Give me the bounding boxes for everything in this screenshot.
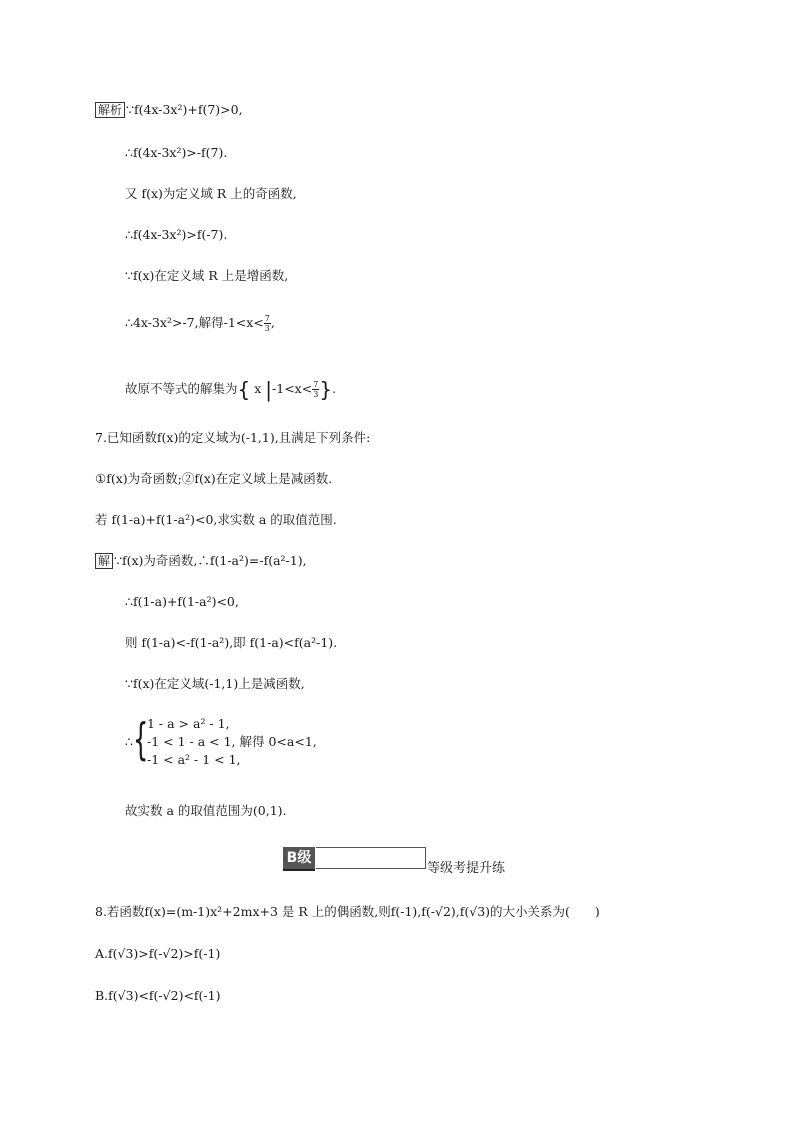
solution7-line3: 则 f(1-a)<-f(1-a²),即 f(1-a)<f(a²-1). (125, 635, 338, 650)
solution6-line6: ∴4x-3x²>-7,解得-1<x< $\frac{7}{3}$ , (125, 314, 275, 333)
section-box (316, 847, 426, 869)
problem8-option-b: B.f(√3)<f(-√2)<f(-1) (95, 988, 221, 1003)
solution7-line5: 故实数 a 的取值范围为(0,1). (125, 803, 287, 818)
case-row-1: 1 - a > a² - 1, (147, 716, 230, 731)
problem7-stem3: 若 f(1-a)+f(1-a²)<0,求实数 a 的取值范围. (95, 512, 337, 527)
problem8-stem: 8.若函数f(x)=(m-1)x²+2mx+3 是 R 上的偶函数,则f(-1),f(-√2),f(√3)的大小关系为( ) (95, 904, 600, 919)
solution6-line1: 解析 ∵f(4x-3x²)+f(7)>0, (95, 102, 243, 118)
section-label: 等级考提升练 (427, 861, 506, 876)
problem8-option-a: A.f(√3)>f(-√2)>f(-1) (95, 946, 221, 961)
left-brace: { (133, 714, 149, 765)
solution-tag: 解析 (95, 102, 125, 118)
fraction-7-3-set: $\frac{7}{3}$ (313, 380, 319, 399)
fraction-7-3: $\frac{7}{3}$ (264, 314, 270, 333)
solution6-line3: 又 f(x)为定义域 R 上的奇函数, (125, 186, 297, 201)
solution7-line4: ∵f(x)在定义域(-1,1)上是减函数, (125, 676, 305, 691)
solution6-line5: ∵f(x)在定义域 R 上是增函数, (125, 268, 289, 283)
solution7-line1: 解 ∵f(x)为奇函数,∴f(1-a²)=-f(a²-1), (95, 553, 307, 569)
problem7-stem1: 7.已知函数f(x)的定义域为(-1,1),且满足下列条件: (95, 430, 371, 445)
problem7-stem2: ①f(x)为奇函数;②f(x)在定义域上是减函数. (95, 471, 333, 486)
case-row-3: -1 < a² - 1 < 1, (147, 752, 241, 767)
solution6-line7: 故原不等式的解集为{ x |-1<x< $\frac{7}{3}$ }. (125, 377, 337, 402)
solution6-line2: ∴f(4x-3x²)>-f(7). (125, 145, 228, 160)
solution-tag: 解 (95, 553, 113, 569)
grade-badge: B级 (283, 847, 315, 871)
solution6-line4: ∴f(4x-3x²)>f(-7). (125, 227, 228, 242)
solution7-line2: ∴f(1-a)+f(1-a²)<0, (125, 594, 239, 609)
case-row-2: -1 < 1 - a < 1, 解得 0<a<1, (147, 734, 317, 749)
